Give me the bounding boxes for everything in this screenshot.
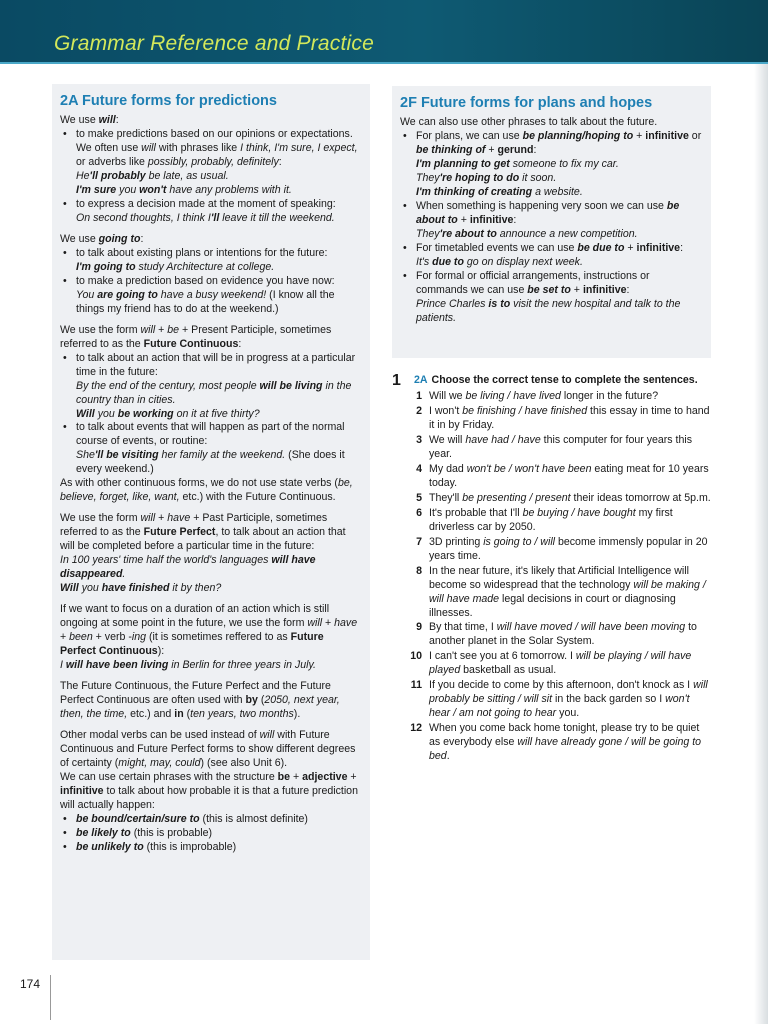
text-run: ). [293, 707, 301, 720]
text-run: become immensly popular in 20 years time. [429, 535, 708, 562]
exercise-question [392, 650, 712, 678]
list-item [400, 242, 703, 256]
question-number: 5 [416, 491, 422, 504]
text-run: They [416, 227, 440, 240]
text-run: their ideas tomorrow at 5p.m. [570, 491, 711, 504]
question-number: 4 [416, 462, 422, 475]
text-run: In the near future, it's likely that Artificial Intelligence will become so widespread that the technology [429, 564, 689, 591]
example-block [60, 380, 362, 422]
text-run: I'm sure [76, 183, 117, 196]
text-run: Future Perfect [143, 526, 216, 539]
text-run: + [570, 283, 583, 296]
text-run: you [94, 407, 118, 420]
text-run: Other modal verbs can be used instead of [60, 728, 260, 741]
text-run: be [277, 770, 291, 783]
text-run: Will [76, 407, 95, 420]
text-run: It's probable that I'll [429, 506, 523, 519]
text-run: I'm planning to get [416, 158, 510, 171]
text-run: I can't see you at 6 tomorrow. I [429, 650, 576, 663]
section-2a-title: 2A Future forms for predictions [60, 93, 277, 109]
text-run: I'm going to [76, 260, 136, 273]
exercise-question [392, 390, 712, 404]
text-run: have finished [101, 582, 170, 595]
text-run: have any problems with it. [166, 183, 292, 196]
text-run: I think, I'm sure, I expect, [240, 142, 358, 155]
text-run: You [76, 288, 98, 301]
text-run: be [167, 323, 180, 336]
text-run: you [116, 183, 140, 196]
text-run: It's [416, 255, 433, 268]
text-run: For timetabled events we can use [416, 241, 578, 254]
probability-phrases-list [60, 813, 362, 855]
exercise-question [392, 507, 712, 535]
text-run: infinitive [582, 283, 627, 296]
page-title: Grammar Reference and Practice [54, 32, 374, 55]
text-run: If you decide to come by this afternoon, don't knock as I [429, 679, 694, 692]
text-run: or [688, 130, 702, 143]
text-run: be due to [577, 241, 625, 254]
text-run: will [140, 323, 156, 336]
text-run: will [307, 617, 323, 630]
text-run: be likely to [76, 826, 131, 839]
text-run: : [238, 337, 242, 350]
text-run: infinitive [645, 130, 689, 143]
example-block [400, 158, 703, 200]
text-run: to make predictions based on our opinions or expectations. We often use [76, 128, 353, 155]
exercise-question [392, 621, 712, 649]
question-number: 6 [416, 506, 422, 519]
text-run: : [278, 156, 282, 169]
text-run: will probably be sitting / will sit [429, 679, 708, 706]
exercise-question [392, 679, 712, 721]
exercise-heading [392, 374, 712, 388]
section-2f-intro: We can also use other phrases to talk about the future. [400, 116, 658, 129]
text-run: my first driverless car by 2050. [429, 506, 673, 533]
text-run: have [334, 617, 358, 630]
text-run: 3D printing [429, 535, 484, 548]
text-run: 2050, next year, then, the time, [60, 693, 340, 720]
text-run: longer in the future? [560, 389, 659, 402]
text-run: ing [131, 631, 147, 644]
example-block [60, 170, 362, 198]
text-run: As with other continuous forms, we do not use state verbs ( [60, 477, 338, 490]
example-line [76, 408, 362, 422]
text-run: adjective [302, 770, 348, 783]
example-line [416, 228, 703, 242]
text-run: + [485, 144, 498, 157]
text-run: By the end of the century, most people [76, 379, 260, 392]
text-run: 'll probably [89, 170, 146, 182]
text-run: For plans, we can use [416, 130, 523, 143]
text-run: be bound/certain/sure to [76, 812, 200, 825]
text-run: infinitive [469, 213, 514, 226]
exercise-question [392, 405, 712, 433]
page-header [0, 0, 768, 64]
text-run: gerund [497, 144, 534, 157]
example-line [76, 380, 362, 408]
text-run: might, may, could [118, 756, 201, 769]
question-number: 10 [410, 650, 422, 663]
text-run: will be living [259, 379, 323, 392]
text-run: in Berlin for three years in July. [168, 658, 316, 671]
exercise-number: 1 [392, 372, 401, 389]
text-run: will be making / will have made [429, 578, 706, 605]
example-block [60, 554, 362, 596]
list-item [60, 247, 362, 261]
exercise-question [392, 565, 712, 621]
text-run: someone to fix my car. [509, 158, 619, 171]
text-run: If we want to focus on a duration of an action which is still ongoing at some point in the future, we use the form [60, 603, 330, 630]
list-item [400, 130, 703, 158]
text-run: won't be / won't have been [466, 462, 592, 475]
state-verbs-note [60, 477, 362, 505]
example-line [76, 449, 362, 477]
example-block [60, 261, 362, 275]
will-intro: We use will: [60, 114, 119, 127]
text-run: (this is probable) [130, 826, 213, 839]
text-run: Will we [429, 389, 466, 402]
text-run: We will [429, 433, 466, 446]
modal-verbs-note [60, 729, 362, 771]
text-run: visit the new hospital and talk to the patients. [416, 297, 681, 324]
text-run: be, believe, forget, like, want, [60, 477, 353, 504]
text-run: will [140, 512, 156, 525]
text-run: They'll [429, 491, 463, 504]
text-run: . [446, 750, 450, 763]
text-run: + [457, 213, 470, 226]
text-run: be working [117, 407, 174, 420]
question-number: 3 [416, 433, 422, 446]
text-run: be set to [527, 283, 571, 296]
text-run: be presenting / present [462, 491, 571, 504]
text-run: ten years, two months [190, 707, 294, 720]
text-run: (this is almost definite) [199, 812, 308, 825]
list-item [60, 841, 362, 855]
exercise-questions [392, 390, 712, 764]
text-run: been [69, 631, 93, 644]
question-number: 12 [410, 722, 422, 735]
text-run: We use the form [60, 323, 141, 336]
example-block [60, 659, 362, 673]
question-number: 1 [416, 389, 422, 402]
text-run: He [76, 170, 90, 182]
text-run: to talk about an action that will be in progress at a particular time in the future: [76, 351, 356, 378]
text-run: Will [60, 582, 79, 595]
section-2a-panel [52, 84, 370, 960]
example-block [400, 298, 703, 326]
text-run: on it at five thirty? [173, 407, 260, 420]
exercise-question [392, 463, 712, 491]
text-run: I won't [429, 404, 463, 417]
text-run: you. [556, 707, 580, 720]
text-run: Future Continuous [143, 337, 239, 350]
question-number: 9 [416, 621, 422, 634]
text-run: , to talk about an action that will be completed before a particular time in the future: [60, 526, 346, 553]
text-run: possibly, probably, definitely [147, 156, 279, 169]
list-item [60, 421, 362, 449]
text-run: etc.) with the Future Continuous. [179, 491, 336, 504]
text-run: ): [157, 645, 165, 657]
text-run: eating meat for 10 years today. [429, 462, 709, 489]
text-run: 'll be visiting [94, 449, 159, 462]
text-run: We use the form [60, 512, 141, 525]
text-run: infinitive [60, 784, 104, 797]
text-run: : [513, 213, 517, 226]
future-continuous-intro [60, 324, 362, 352]
question-number: 7 [416, 535, 422, 548]
example-line [76, 170, 362, 184]
text-run: legal decisions in court or diagnosing illnesses. [429, 592, 676, 619]
text-run: be finishing / have finished [462, 404, 588, 417]
text-run: in the back garden so I [552, 693, 666, 706]
text-run: By that time, I [429, 621, 497, 634]
example-line [416, 256, 703, 270]
text-run: basketball as usual. [460, 664, 557, 677]
text-run: (She does it every weekend.) [76, 449, 345, 476]
text-run: My dad [429, 462, 467, 475]
text-run: with phrases like [155, 142, 241, 155]
text-run: will have moved / will have been moving [496, 621, 686, 634]
going-to-intro: We use going to: [60, 232, 144, 245]
list-item [60, 813, 362, 827]
example-line [60, 659, 362, 673]
text-run: : [533, 144, 537, 157]
text-run: is to [488, 297, 511, 310]
text-run: + [155, 512, 168, 525]
text-run: I'm thinking of creating [416, 185, 533, 198]
question-number: 11 [410, 679, 422, 692]
text-run: will [141, 142, 156, 155]
list-item [60, 352, 362, 380]
text-run: go on display next week. [463, 255, 583, 268]
exercise-section-tag: 2A [414, 374, 428, 386]
text-run: 'll [210, 211, 220, 224]
text-run: Future Perfect Continuous [60, 631, 324, 657]
text-run: (this is improbable) [143, 840, 237, 853]
text-run: be thinking of [416, 144, 486, 157]
text-run: infinitive [636, 241, 681, 254]
text-run: : [680, 241, 684, 254]
example-line [416, 172, 703, 186]
footer-rule [50, 975, 51, 1020]
text-run: For formal or official arrangements, instructions or commands we can use [416, 269, 650, 296]
text-run: ( [183, 707, 191, 720]
text-run: are going to [97, 288, 158, 301]
future-perfect-intro [60, 512, 362, 554]
text-run: + [322, 617, 335, 630]
future-continuous-list [60, 352, 362, 478]
text-run: ( [257, 693, 265, 706]
example-line [416, 298, 703, 326]
probability-phrases-intro [60, 771, 362, 813]
example-line [76, 212, 362, 226]
exercise-question [392, 492, 712, 506]
example-line [76, 184, 362, 198]
text-run: will have disappeared [60, 554, 316, 581]
text-run: 're hoping to do [439, 172, 520, 184]
exercise-question [392, 722, 712, 764]
text-run: to talk about events that will happen as part of the normal course of events, or routine: [76, 421, 345, 448]
text-run: announce a new competition. [496, 227, 638, 240]
example-block [400, 256, 703, 270]
text-run: (I know all the things my friend has to do at the weekend.) [76, 288, 335, 315]
text-run: 're about to [439, 227, 497, 240]
example-line [76, 261, 362, 275]
going-to-uses-list [60, 247, 362, 317]
text-run: have [167, 512, 191, 525]
text-run: to make a prediction based on evidence you have now: [76, 274, 335, 287]
example-block [60, 212, 362, 226]
exercise-instruction: Choose the correct tense to complete the sentences. [431, 374, 698, 386]
text-run: with Future Continuous and Future Perfect forms to show different degrees of certainty ( [60, 728, 356, 769]
text-run: to talk about how probable it is that a future prediction will actually happen: [60, 784, 358, 811]
example-line [60, 554, 362, 582]
text-run: + verb - [92, 631, 132, 644]
text-run: She [76, 449, 95, 462]
text-run: won't hear / am not going to hear [429, 693, 690, 720]
text-run: (it is sometimes reffered to as [146, 631, 291, 644]
by-in-note [60, 680, 362, 722]
text-run: Prince Charles [416, 297, 489, 310]
example-line [76, 289, 362, 317]
text-run: They [416, 172, 440, 184]
text-run: On second thoughts, I think I [76, 211, 211, 224]
text-run: In 100 years' time half the world's languages [60, 554, 272, 567]
text-run: ) (see also Unit 6). [200, 756, 288, 769]
exercise-question [392, 434, 712, 462]
list-item [60, 128, 362, 170]
text-run: When you come back home tonight, please try to be quiet as everybody else [429, 722, 700, 749]
question-number: 2 [416, 404, 422, 417]
list-item [60, 827, 362, 841]
section-2f-panel [392, 86, 711, 358]
text-run: I [60, 658, 66, 671]
text-run: leave it till the weekend. [219, 211, 335, 224]
section-2f-title: 2F Future forms for plans and hopes [400, 95, 653, 111]
text-run: be late, as usual. [145, 170, 229, 182]
list-item [400, 200, 703, 228]
text-run: to talk about existing plans or intentions for the future: [76, 246, 328, 259]
text-run: this computer for four years this year. [429, 433, 693, 460]
list-item [60, 198, 362, 212]
text-run: be living / have lived [465, 389, 561, 402]
text-run: . [122, 568, 126, 581]
text-run: it soon. [519, 172, 557, 184]
text-run: to express a decision made at the moment of speaking: [76, 197, 336, 210]
future-perfect-continuous-intro [60, 603, 362, 659]
text-run: to another planet in the Solar System. [429, 621, 697, 648]
text-run: have had / have [465, 433, 541, 446]
text-run: + [290, 770, 303, 783]
text-run: have a busy weekend! [157, 288, 267, 301]
text-run: due to [432, 255, 464, 268]
exercise-1 [392, 374, 712, 765]
exercise-question [392, 536, 712, 564]
text-run: a website. [532, 185, 583, 198]
text-run: in [174, 707, 184, 720]
text-run: be unlikely to [76, 840, 144, 853]
text-run: + [60, 631, 70, 644]
text-run: + [155, 323, 168, 336]
will-uses-list [60, 128, 362, 226]
text-run: + Present Participle, sometimes referred to as the [60, 323, 332, 350]
text-run: etc.) and [127, 707, 175, 720]
example-block [400, 228, 703, 242]
text-run: be planning/hoping to [522, 130, 634, 143]
text-run: is going to / will [483, 535, 556, 548]
text-run: her family at the weekend. [158, 449, 286, 462]
text-run: by [245, 693, 258, 706]
text-run: + [347, 770, 357, 783]
text-run: it by then? [169, 582, 222, 595]
example-line [416, 158, 703, 172]
text-run: be buying / have bought [522, 506, 636, 519]
text-run: won't [139, 183, 167, 196]
text-run: will have been living [65, 658, 169, 671]
text-run: this essay in time to hand it in by Friday. [429, 404, 710, 431]
plans-hopes-list [400, 130, 703, 326]
example-line [60, 582, 362, 596]
text-run: We can use certain phrases with the structure [60, 770, 278, 783]
text-run: The Future Continuous, the Future Perfect and the Future Perfect Continuous are often used with [60, 679, 331, 706]
side-edge [754, 64, 768, 1024]
text-run: in the country than in cities. [76, 379, 352, 406]
text-run: + [624, 241, 637, 254]
text-run: : [626, 283, 630, 296]
text-run: will have already gone / will be going to bed [429, 736, 702, 763]
list-item [400, 270, 703, 298]
text-run: will be playing / will have played [429, 650, 692, 677]
list-item [60, 275, 362, 289]
text-run: be about to [416, 199, 680, 226]
text-run: study Architecture at college. [135, 260, 275, 273]
text-run: will [259, 728, 275, 741]
question-number: 8 [416, 564, 422, 577]
text-run: When something is happening very soon we can use [416, 199, 667, 212]
text-run: + Past Participle, sometimes referred to as the [60, 512, 328, 539]
text-run: or adverbs like [76, 156, 148, 169]
example-block [60, 289, 362, 317]
example-block [60, 449, 362, 477]
text-run: you [78, 582, 102, 595]
page-number: 174 [20, 977, 41, 991]
example-line [416, 186, 703, 200]
text-run: + [633, 130, 646, 143]
